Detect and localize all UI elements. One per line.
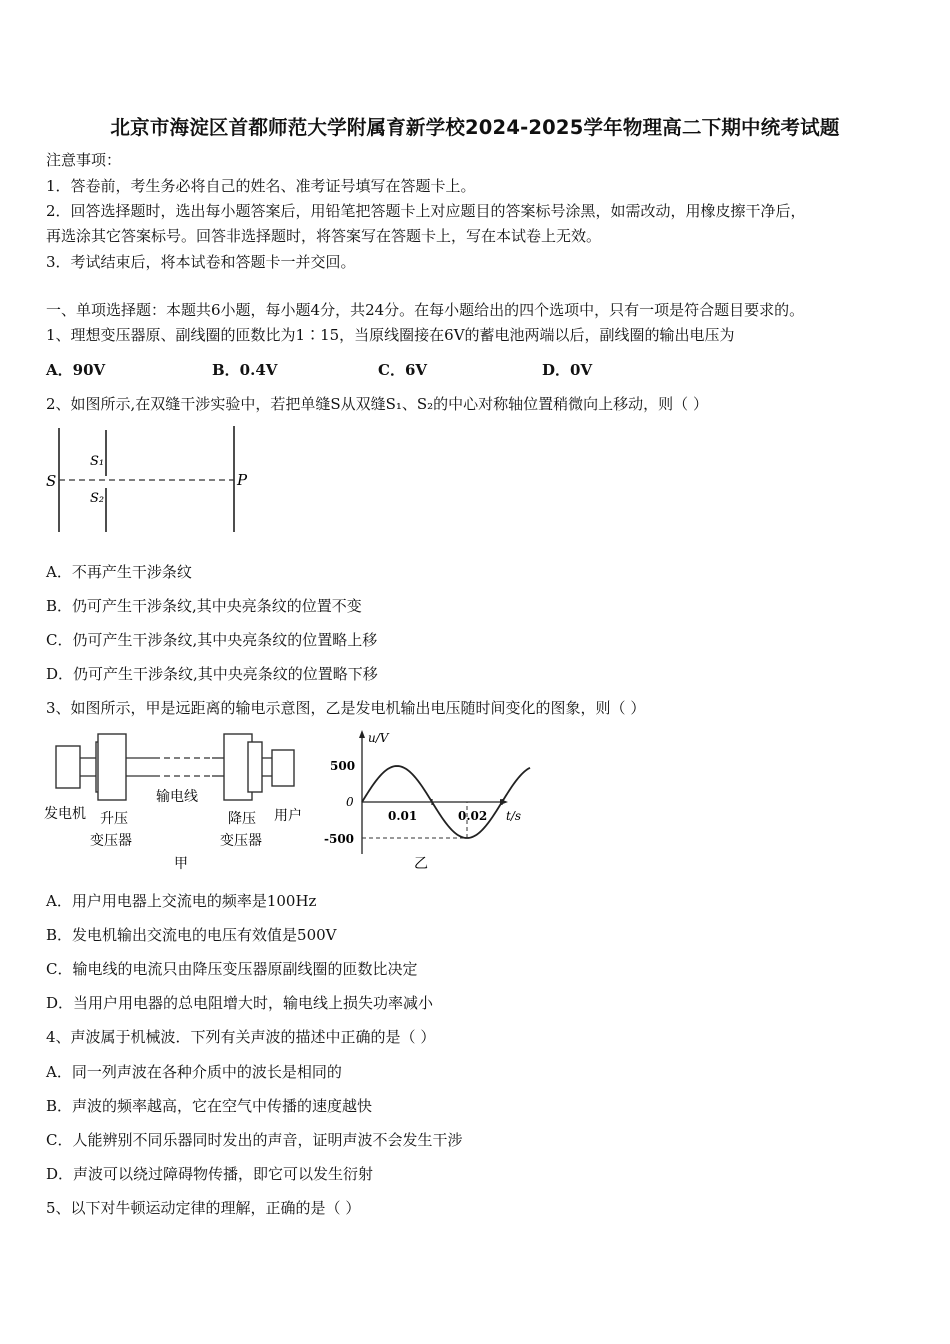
question-3-stem: 3、如图所示，甲是远距离的输电示意图，乙是发电机输出电压随时间变化的图象，则（ ） [46, 699, 646, 717]
y-tick-top: 500 [330, 759, 356, 773]
label-transmission-line: 输电线 [156, 789, 198, 805]
x-tick-2: 0.02 [458, 809, 488, 823]
label-p: P [237, 471, 248, 489]
label-s2: S₂ [90, 491, 105, 506]
notice-item: 2．回答选择题时，选出每小题答案后，用铅笔把答题卡上对应题目的答案标号涂黑，如需改动，用橡皮擦干净后， [46, 202, 806, 220]
option-b: B．0.4V [212, 361, 278, 379]
page-title: 北京市海淀区首都师范大学附属育新学校2024-2025学年物理高二下期中统考试题 [110, 116, 840, 139]
user-box [272, 750, 294, 786]
question-3-option-c: C．输电线的电流只由降压变压器原副线圈的匝数比决定 [46, 960, 418, 978]
question-2-option-d: D．仍可产生干涉条纹,其中央亮条纹的位置略下移 [46, 665, 378, 683]
caption-jia: 甲 [174, 856, 188, 872]
x-tick-1: 0.01 [388, 809, 418, 823]
question-2-option-a: A．不再产生干涉条纹 [46, 563, 192, 581]
question-5-stem: 5、以下对牛顿运动定律的理解，正确的是（ ） [46, 1199, 361, 1217]
caption-yi: 乙 [414, 856, 428, 872]
question-4-option-d: D．声波可以绕过障碍物传播，即它可以发生衍射 [46, 1165, 374, 1183]
notice-item: 1．答卷前，考生务必将自己的姓名、准考证号填写在答题卡上。 [46, 177, 476, 195]
question-3-option-a: A．用户用电器上交流电的频率是100Hz [46, 892, 317, 910]
option-a: A．90V [46, 361, 106, 379]
label-generator: 发电机 [44, 806, 86, 822]
question-2-stem: 2、如图所示,在双缝干涉实验中，若把单缝S从双缝S₁、S₂的中心对称轴位置稍微向上移动，则（ ） [46, 395, 708, 413]
section-heading: 一、单项选择题：本题共6小题，每小题4分，共24分。在每小题给出的四个选项中，只有一项是符合题目要求的。 [46, 301, 805, 319]
voltage-time-chart [320, 728, 530, 873]
generator-box [56, 746, 80, 788]
double-slit-figure [44, 424, 254, 536]
question-3-option-b: B．发电机输出交流电的电压有效值是500V [46, 926, 337, 944]
notice-item: 3．考试结束后，将本试卷和答题卡一并交回。 [46, 253, 356, 271]
label-stepdown-1: 降压 [228, 811, 256, 827]
label-stepup-2: 变压器 [90, 833, 132, 849]
y-axis-label: u/V [368, 731, 389, 745]
question-1-options [46, 359, 906, 379]
question-4-option-b: B．声波的频率越高，它在空气中传播的速度越快 [46, 1097, 373, 1115]
question-3-option-d: D．当用户用电器的总电阻增大时，输电线上损失功率减小 [46, 994, 434, 1012]
notice-item: 再选涂其它答案标号。回答非选择题时，将答案写在答题卡上，写在本试卷上无效。 [46, 227, 602, 245]
label-user: 用户 [274, 808, 302, 824]
question-2-option-c: C．仍可产生干涉条纹,其中央亮条纹的位置略上移 [46, 631, 378, 649]
question-1-stem: 1、理想变压器原、副线圈的匝数比为1∶15，当原线圈接在6V的蓄电池两端以后，副线圈的输出电压为 [46, 326, 735, 344]
option-c: C．6V [378, 361, 428, 379]
label-s1: S₁ [90, 454, 105, 469]
y-axis-arrow [359, 730, 365, 738]
stepup-secondary [98, 734, 126, 800]
label-s: S [46, 472, 57, 490]
transmission-diagram [44, 732, 309, 872]
question-4-stem: 4、声波属于机械波．下列有关声波的描述中正确的是（ ） [46, 1028, 436, 1046]
label-stepdown-2: 变压器 [220, 833, 262, 849]
question-4-option-c: C．人能辨别不同乐器同时发出的声音，证明声波不会发生干涉 [46, 1131, 463, 1149]
y-tick-bottom: -500 [324, 832, 355, 846]
x-axis-label: t/s [506, 809, 522, 823]
option-d: D．0V [542, 361, 593, 379]
stepdown-secondary [248, 742, 262, 792]
label-stepup-1: 升压 [100, 811, 128, 827]
question-4-option-a: A．同一列声波在各种介质中的波长是相同的 [46, 1063, 342, 1081]
y-tick-zero: 0 [346, 795, 354, 809]
question-2-option-b: B．仍可产生干涉条纹,其中央亮条纹的位置不变 [46, 597, 362, 615]
notice-heading: 注意事项： [46, 151, 122, 169]
